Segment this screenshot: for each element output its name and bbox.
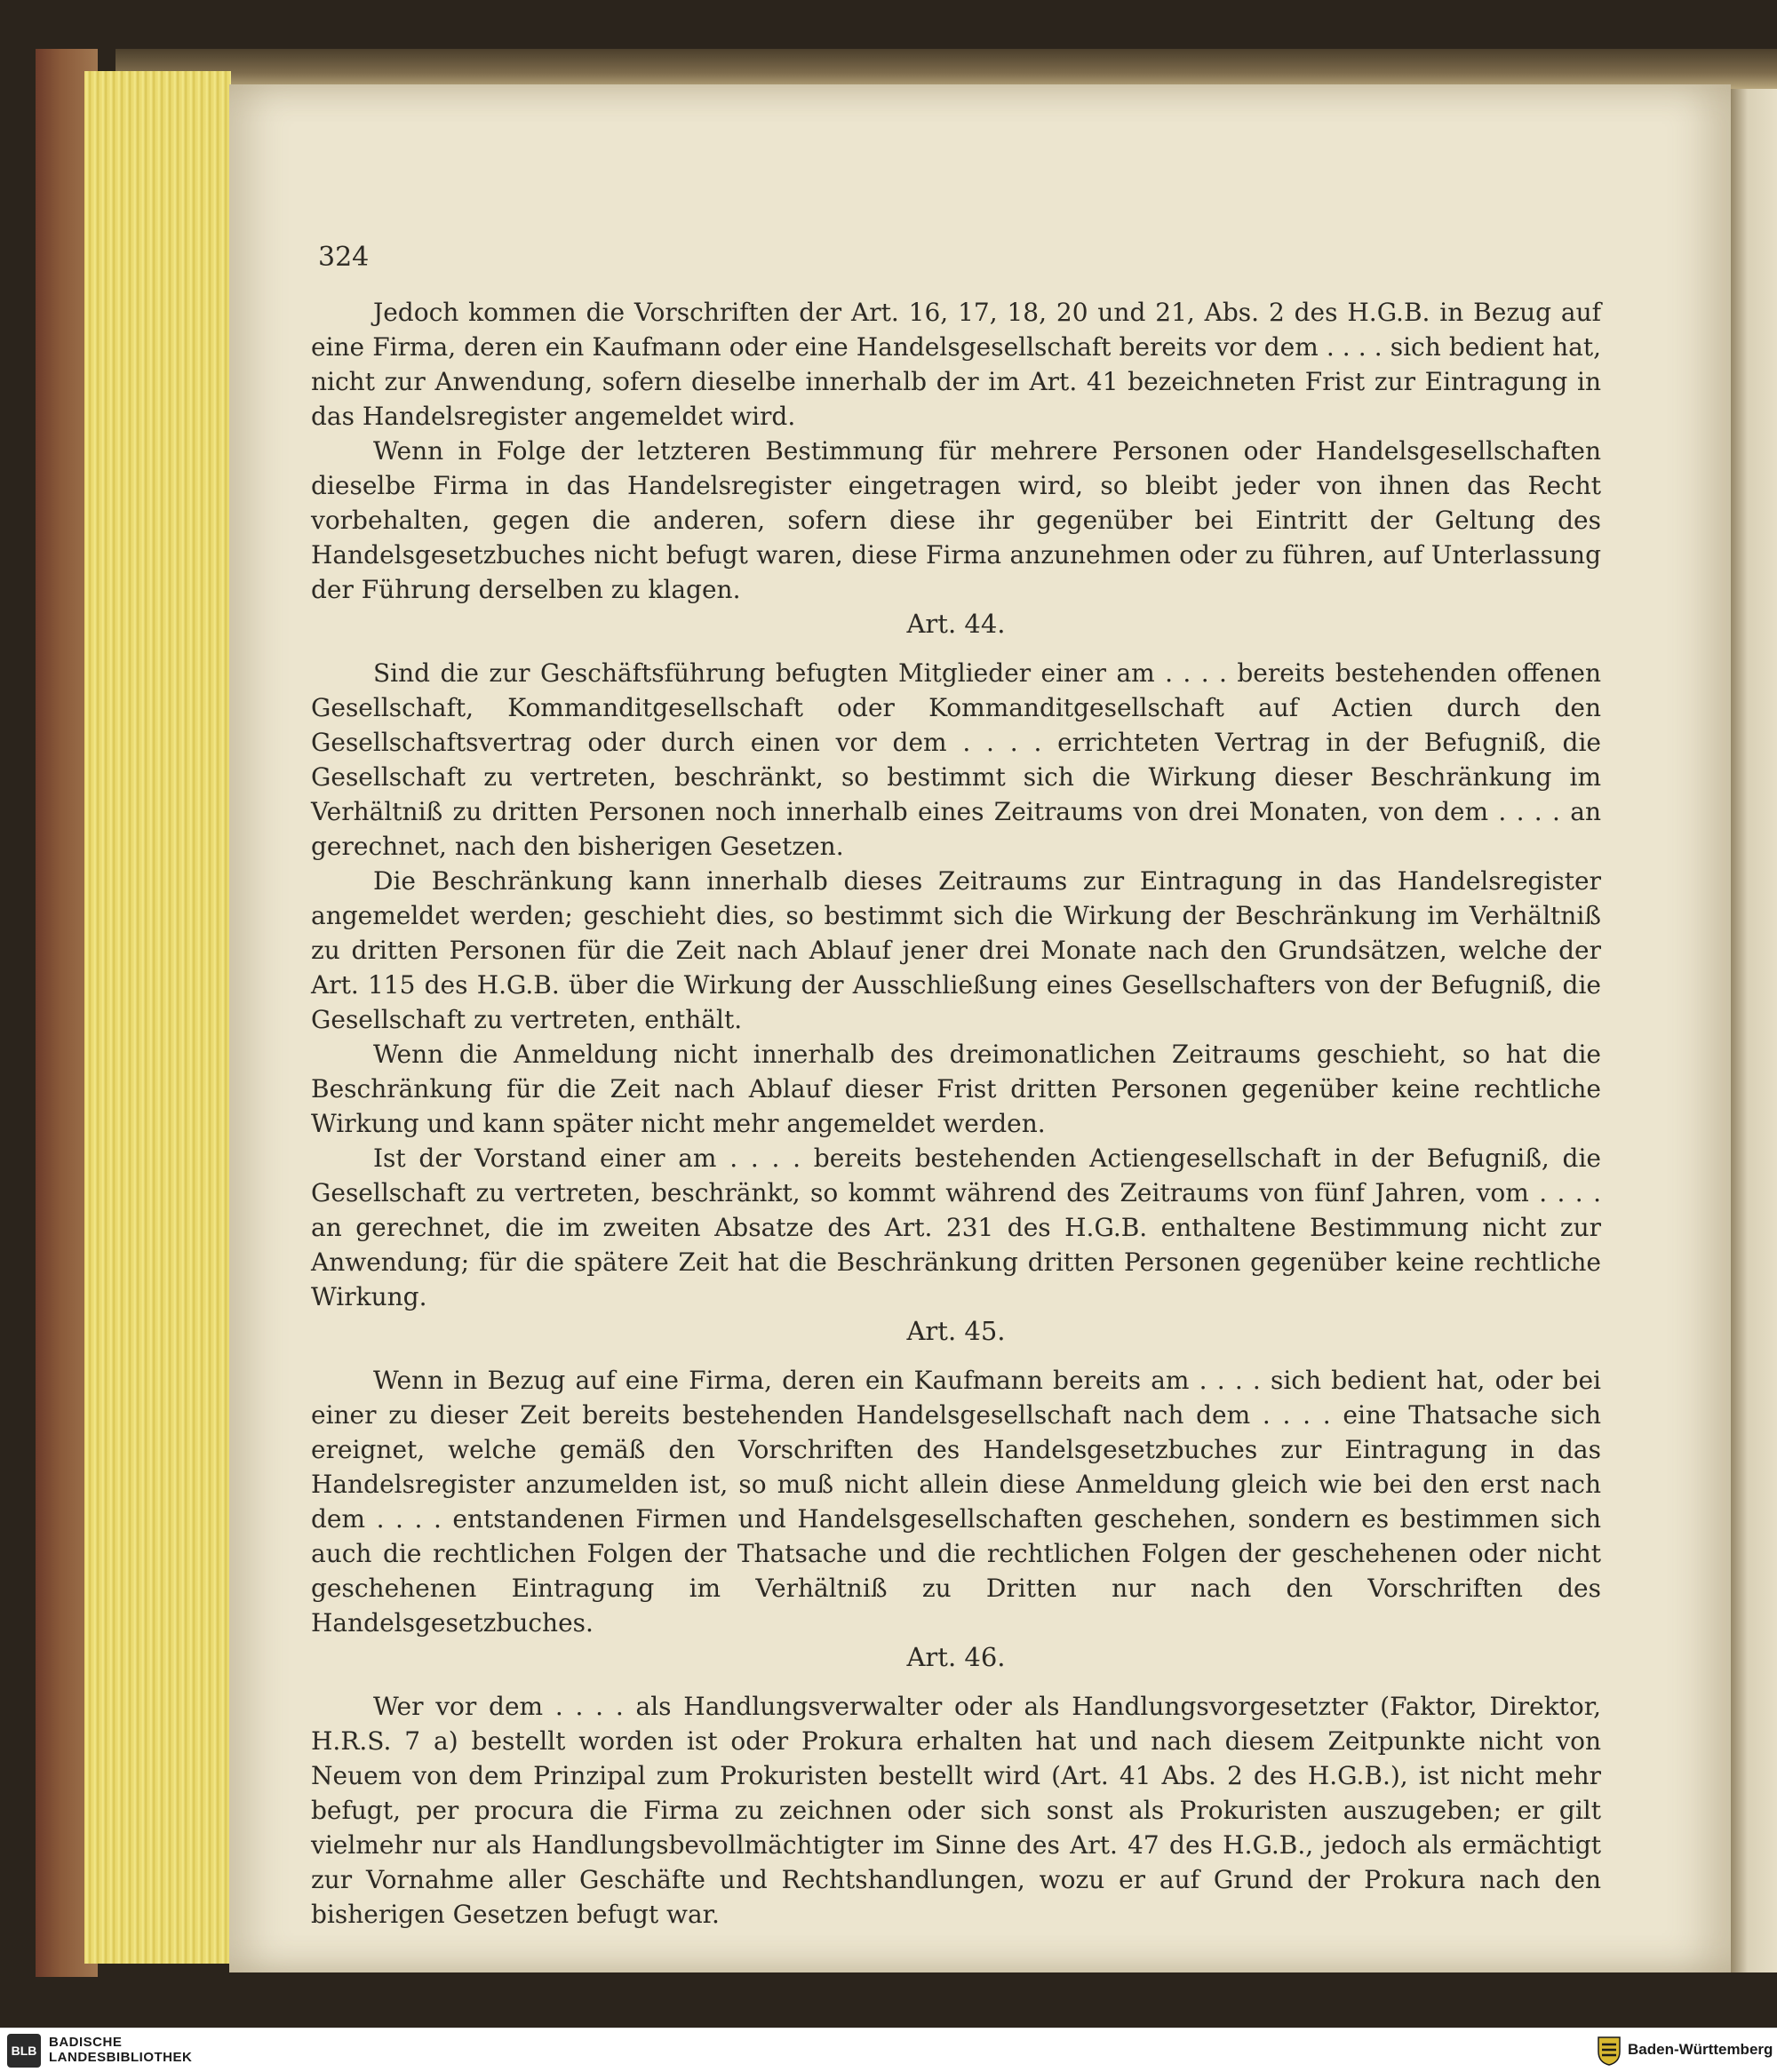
blb-logo-icon[interactable]: BLB — [7, 2034, 41, 2068]
paragraph: Wer vor dem . . . . als Handlungsverwalter oder als Handlungsvorgesetzter (Faktor, Direktor, H.R.S. 7 a) bestellt worden ist oder Prokura erhalten hat und nach diesem Zeitpunkte nicht von Neuem von dem Prinzipal zum Prokuristen bestellt wird (Art. 41 Abs. 2 des H.G.B.), ist nicht mehr befugt, per procura die Firma zu zeichnen oder sich sonst als Prokuristen auszugeben; er gilt vielmehr nur als Handlungsbevollmächtigter im Sinne des Art. 47 des H.G.B., jedoch als ermächtigt zur Vornahme aller Geschäfte und Rechtshandlungen, wozu er auf Grund der Prokura nach den bisherigen Gesetzen befugt war. — [311, 1692, 1601, 1929]
article-heading: Art. 44. — [906, 609, 1006, 639]
article-heading: Art. 46. — [906, 1642, 1006, 1672]
paragraph: Die Beschränkung kann innerhalb dieses Zeitraums zur Eintragung in das Handelsregister angemeldet werden; geschieht dies, so bestimmt sich die Wirkung der Beschränkung im Verhältniß zu dritten Personen für die Zeit nach Ablauf jener drei Monate nach den Grundsätzen, welche der Art. 115 des H.G.B. über die Wirkung der Ausschließung eines Gesellschafters von der Befugniß, die Gesellschaft zu vertreten, enthält. — [311, 866, 1601, 1034]
paragraph: Wenn die Anmeldung nicht innerhalb des dreimonatlichen Zeitraums geschieht, so hat die Beschränkung für die Zeit nach Ablauf dieser Frist dritten Personen gegenüber keine rechtliche Wirkung und kann später nicht mehr angemeldet werden. — [311, 1040, 1601, 1138]
paragraph: Ist der Vorstand einer am . . . . bereits bestehenden Actiengesellschaft in der Befugniß, die Gesellschaft zu vertreten, beschränkt, so kommt während des Zeitraums von fünf Jahren, vom . . . . an gerechnet, die im zweiten Absatze des Art. 231 des H.G.B. enthaltene Bestimmung nicht zur Anwendung; für die spätere Zeit hat die Beschränkung dritten Personen gegenüber keine rechtliche Wirkung. — [311, 1144, 1601, 1311]
article-heading: Art. 45. — [906, 1316, 1006, 1346]
page-edges — [84, 71, 231, 1964]
page-number: 324 — [318, 242, 370, 273]
bw-coat-of-arms-icon[interactable] — [1597, 2036, 1622, 2066]
footer-bar — [0, 2028, 1777, 2072]
paragraph: Jedoch kommen die Vorschriften der Art. 16, 17, 18, 20 und 21, Abs. 2 des H.G.B. in Bezug auf eine Firma, deren ein Kaufmann oder eine Handelsgesellschaft bereits vor dem . . . . sich bedient hat, nicht zur Anwendung, sofern dieselbe innerhalb der im Art. 41 bezeichneten Frist zur Eintragung in das Handelsregister angemeldet wird. — [311, 298, 1601, 431]
next-page-edge — [1728, 89, 1777, 1972]
state-name[interactable]: Baden-Württemberg — [1628, 2041, 1773, 2058]
library-name-line1: BADISCHE — [49, 2035, 123, 2050]
page-top-edge — [116, 49, 1777, 89]
paragraph: Wenn in Folge der letzteren Bestimmung für mehrere Personen oder Handelsgesellschaften dieselbe Firma in das Handelsregister eingetragen wird, so bleibt jeder von ihnen das Recht vorbehalten, gegen die anderen, sofern diese ihr gegenüber bei Eintritt der Geltung des Handelsgesetzbuches nicht befugt waren, diese Firma anzunehmen oder zu führen, auf Unterlassung der Führung derselben zu klagen. — [311, 436, 1601, 604]
page-text — [311, 295, 1601, 1932]
library-name[interactable] — [49, 2035, 192, 2065]
paragraph: Wenn in Bezug auf eine Firma, deren ein Kaufmann bereits am . . . . sich bedient hat, oder bei einer zu dieser Zeit bereits bestehenden Handelsgesellschaft nach dem . . . . eine Thatsache sich ereignet, welche gemäß den Vorschriften des Handelsgesetzbuches zur Eintragung in das Handelsregister anzumelden ist, so muß nicht allein diese Anmeldung gleich wie bei den erst nach dem . . . . entstandenen Firmen und Handelsgesellschaften geschehen, sondern es bestimmen sich auch die rechtlichen Folgen der Thatsache und die rechtlichen Folgen der geschehenen oder nicht geschehenen Eintragung im Verhältniß zu Dritten nur nach den Vorschriften des Handelsgesetzbuches. — [311, 1366, 1601, 1638]
library-name-line2: LANDESBIBLIOTHEK — [49, 2050, 193, 2065]
paragraph: Sind die zur Geschäftsführung befugten Mitglieder einer am . . . . bereits bestehenden offenen Gesellschaft, Kommanditgesellschaft oder Kommanditgesellschaft auf Actien durch den Gesellschaftsvertrag oder durch einen vor dem . . . . errichteten Vertrag in der Befugniß, die Gesellschaft zu vertreten, beschränkt, so bestimmt sich die Wirkung dieser Beschränkung im Verhältniß zu dritten Personen noch innerhalb eines Zeitraums von drei Monaten, von dem . . . . an gerechnet, nach den bisherigen Gesetzen. — [311, 658, 1601, 861]
